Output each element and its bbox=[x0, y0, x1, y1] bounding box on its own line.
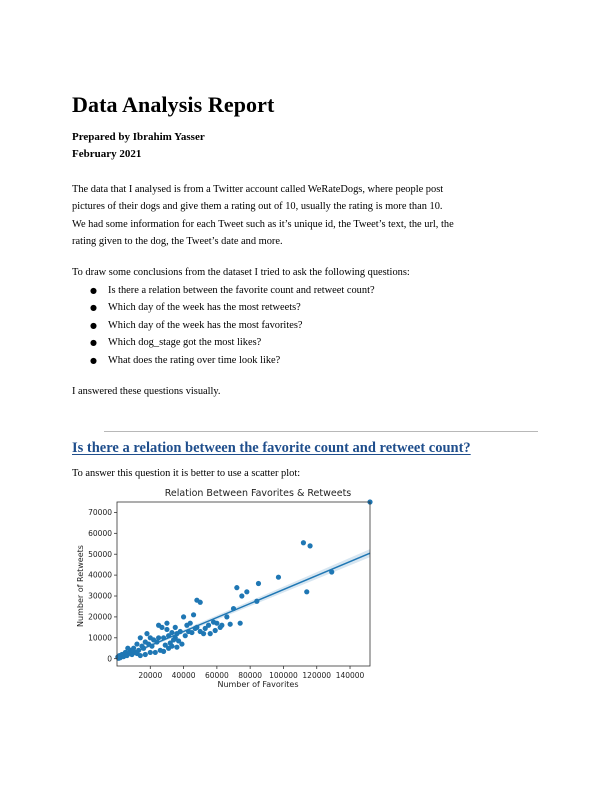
scatter-point bbox=[304, 589, 309, 594]
x-tick-label: 120000 bbox=[302, 671, 332, 680]
intro-line: We had some information for each Tweet such as it’s unique id, the Tweet’s text, the url, the bbox=[72, 218, 454, 230]
scatter-point bbox=[203, 626, 208, 631]
y-tick-label: 20000 bbox=[88, 612, 112, 622]
scatter-point bbox=[238, 621, 243, 626]
scatter-point bbox=[208, 631, 213, 636]
list-item bbox=[72, 317, 532, 334]
scatter-point bbox=[198, 629, 203, 634]
bullet-icon: ● bbox=[90, 320, 97, 330]
regression-line bbox=[117, 553, 370, 659]
scatter-point bbox=[181, 614, 186, 619]
scatter-point bbox=[148, 650, 153, 655]
section-heading: Is there a relation between the favorite count and retweet count? bbox=[72, 440, 471, 456]
y-tick-label: 70000 bbox=[88, 508, 112, 518]
scatter-plot-svg bbox=[74, 484, 374, 694]
section-text: To answer this question it is better to use a scatter plot: bbox=[72, 468, 301, 479]
intro-line: The data that I analysed is from a Twitter account called WeRateDogs, where people post bbox=[72, 184, 444, 195]
intro-paragraph bbox=[72, 181, 542, 251]
scatter-point bbox=[169, 644, 174, 649]
plot-area bbox=[88, 499, 372, 680]
bullet-icon: ● bbox=[90, 286, 97, 295]
scatter-point bbox=[143, 652, 148, 657]
y-tick-label: 30000 bbox=[88, 591, 112, 601]
question-text: Which dog_stage got the most likes? bbox=[108, 337, 262, 349]
list-item bbox=[72, 334, 532, 351]
y-tick-label: 60000 bbox=[88, 528, 112, 538]
y-tick-label: 50000 bbox=[88, 549, 112, 559]
x-tick-label: 140000 bbox=[335, 671, 365, 680]
questions-intro: To draw some conclusions from the dataset I tried to ask the following questions: bbox=[72, 267, 410, 278]
scatter-point bbox=[174, 645, 179, 650]
date-line: February 2021 bbox=[72, 148, 142, 160]
x-tick-label: 60000 bbox=[204, 671, 229, 680]
bullet-icon: ● bbox=[90, 303, 97, 313]
question-text: What does the rating over time look like? bbox=[108, 354, 281, 366]
scatter-point bbox=[228, 622, 233, 627]
scatter-point bbox=[189, 630, 194, 635]
scatter-point bbox=[276, 575, 281, 580]
scatter-point bbox=[191, 612, 196, 617]
scatter-point bbox=[153, 650, 158, 655]
scatter-point bbox=[244, 589, 249, 594]
bullet-icon: ● bbox=[90, 355, 97, 365]
scatter-point bbox=[256, 581, 261, 586]
scatter-point bbox=[164, 627, 169, 632]
scatter-chart bbox=[74, 484, 374, 694]
scatter-point bbox=[179, 641, 184, 646]
y-tick-label: 0 bbox=[107, 654, 112, 664]
x-axis-label: Number of Favorites bbox=[217, 680, 299, 689]
question-text: Which day of the week has the most retweets? bbox=[108, 302, 301, 314]
question-text: Which day of the week has the most favorites? bbox=[108, 319, 303, 331]
scatter-point bbox=[134, 641, 139, 646]
scatter-point bbox=[125, 646, 130, 651]
scatter-point bbox=[198, 600, 203, 605]
x-tick-label: 80000 bbox=[238, 671, 263, 680]
list-item bbox=[72, 282, 532, 299]
bullet-icon: ● bbox=[90, 338, 97, 348]
scatter-point bbox=[184, 623, 189, 628]
x-tick-label: 100000 bbox=[269, 671, 298, 680]
scatter-point bbox=[234, 585, 239, 590]
scatter-point bbox=[224, 614, 229, 619]
x-tick-label: 40000 bbox=[171, 671, 196, 680]
scatter-point bbox=[164, 621, 169, 626]
x-tick-label: 20000 bbox=[138, 671, 163, 680]
scatter-point bbox=[218, 625, 223, 630]
list-item bbox=[72, 299, 532, 316]
list-item bbox=[72, 352, 532, 369]
scatter-point bbox=[148, 635, 153, 640]
report-title: Data Analysis Report bbox=[72, 92, 275, 117]
chart-title: Relation Between Favorites & Retweets bbox=[164, 488, 352, 499]
intro-line: pictures of their dogs and give them a rating out of 10, usually the rating is more than 10. bbox=[72, 201, 443, 213]
scatter-point bbox=[239, 593, 244, 598]
section-divider bbox=[104, 431, 538, 432]
scatter-point bbox=[307, 543, 312, 548]
questions-list bbox=[72, 282, 532, 369]
answered-line: I answered these questions visually. bbox=[72, 386, 221, 397]
scatter-point bbox=[161, 649, 166, 654]
scatter-point bbox=[213, 628, 218, 633]
scatter-point bbox=[183, 633, 188, 638]
y-axis-label: Number of Retweets bbox=[76, 545, 85, 627]
y-tick-label: 40000 bbox=[88, 570, 112, 580]
y-tick-label: 10000 bbox=[88, 633, 112, 643]
question-text: Is there a relation between the favorite count and retweet count? bbox=[108, 285, 375, 296]
scatter-point bbox=[301, 540, 306, 545]
scatter-point bbox=[156, 623, 161, 628]
intro-line: rating given to the dog, the Tweet’s date and more. bbox=[72, 236, 283, 248]
scatter-point bbox=[173, 625, 178, 630]
scatter-point bbox=[143, 639, 148, 644]
author-line: Prepared by Ibrahim Yasser bbox=[72, 131, 205, 143]
scatter-point bbox=[144, 631, 149, 636]
scatter-point bbox=[171, 637, 176, 642]
scatter-point bbox=[138, 635, 143, 640]
